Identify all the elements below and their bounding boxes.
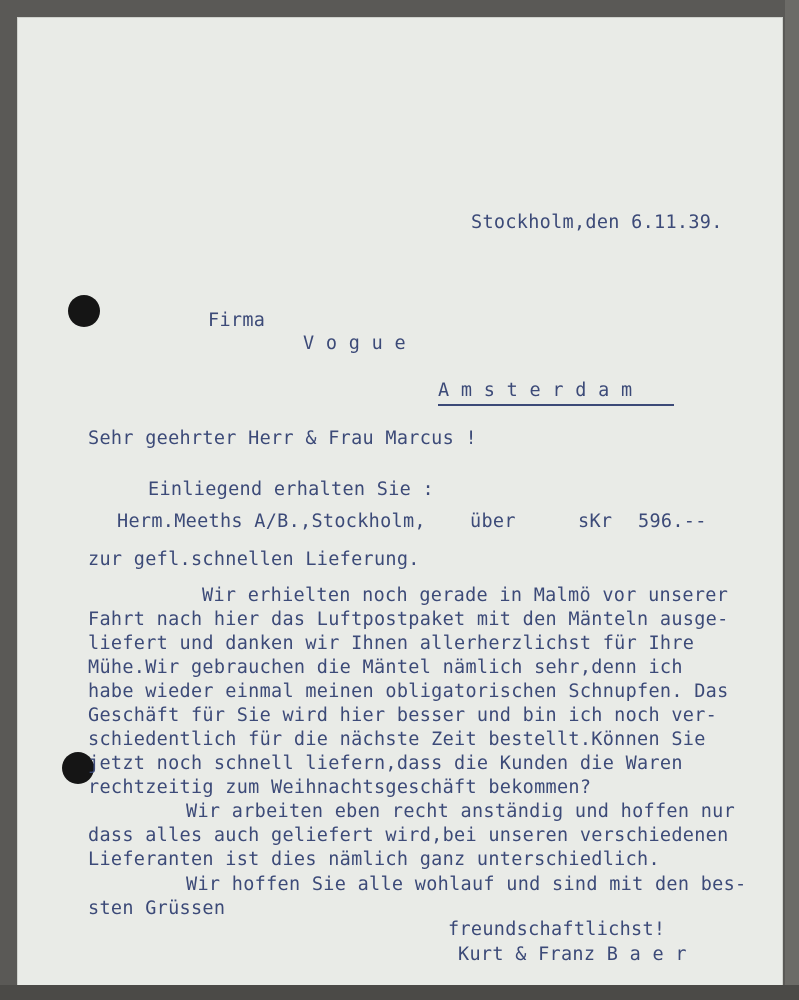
body-line: Wir erhielten noch gerade in Malmö vor unserer [202,585,729,606]
enclosure-intro: Einliegend erhalten Sie : [148,479,434,500]
place-date: Stockholm,den 6.11.39. [471,212,723,233]
signature: Kurt & Franz B a e r [458,944,687,965]
firm-name: V o g u e [303,333,406,354]
enclosure-purpose: zur gefl.schnellen Lieferung. [88,549,420,570]
body-line: Fahrt nach hier das Luftpostpaket mit den Mänteln ausge- [88,609,729,630]
closing: freundschaftlichst! [448,919,666,940]
enclosure-currency: sKr [578,511,613,532]
body-line: Wir arbeiten eben recht anständig und hoffen nur [186,801,736,822]
scan-edge-right [785,0,799,1000]
body-line: dass alles auch geliefert wird,bei unseren verschiedenen [88,825,729,846]
firm-label: Firma [208,310,266,331]
body-line: Wir hoffen Sie alle wohlauf und sind mit den bes- [186,874,747,895]
enclosure-payee: Herm.Meeths A/B.,Stockholm, [117,511,426,532]
body-line: Mühe.Wir gebrauchen die Mäntel nämlich sehr,denn ich [88,657,683,678]
enclosure-amount: 596.-- [638,511,707,532]
enclosure-via: über [470,511,516,532]
body-line: Geschäft für Sie wird hier besser und bin ich noch ver- [88,705,718,726]
body-line: jetzt noch schnell liefern,dass die Kunden die Waren [88,753,683,774]
body-line: sten Grüssen [88,898,226,919]
body-line: liefert und danken wir Ihnen allerherzlichst für Ihre [88,633,695,654]
body-line: habe wieder einmal meinen obligatorischen Schnupfen. Das [88,681,729,702]
salutation: Sehr geehrter Herr & Frau Marcus ! [88,428,477,449]
scan-edge-bottom [0,985,799,1000]
body-line: schiedentlich für die nächste Zeit bestellt.Können Sie [88,729,706,750]
recipient-city: A m s t e r d a m [438,382,674,406]
body-line: Lieferanten ist dies nämlich ganz unterschiedlich. [88,849,660,870]
body-line: rechtzeitig zum Weihnachtsgeschäft bekommen? [88,777,592,798]
punch-hole-top [68,295,100,327]
